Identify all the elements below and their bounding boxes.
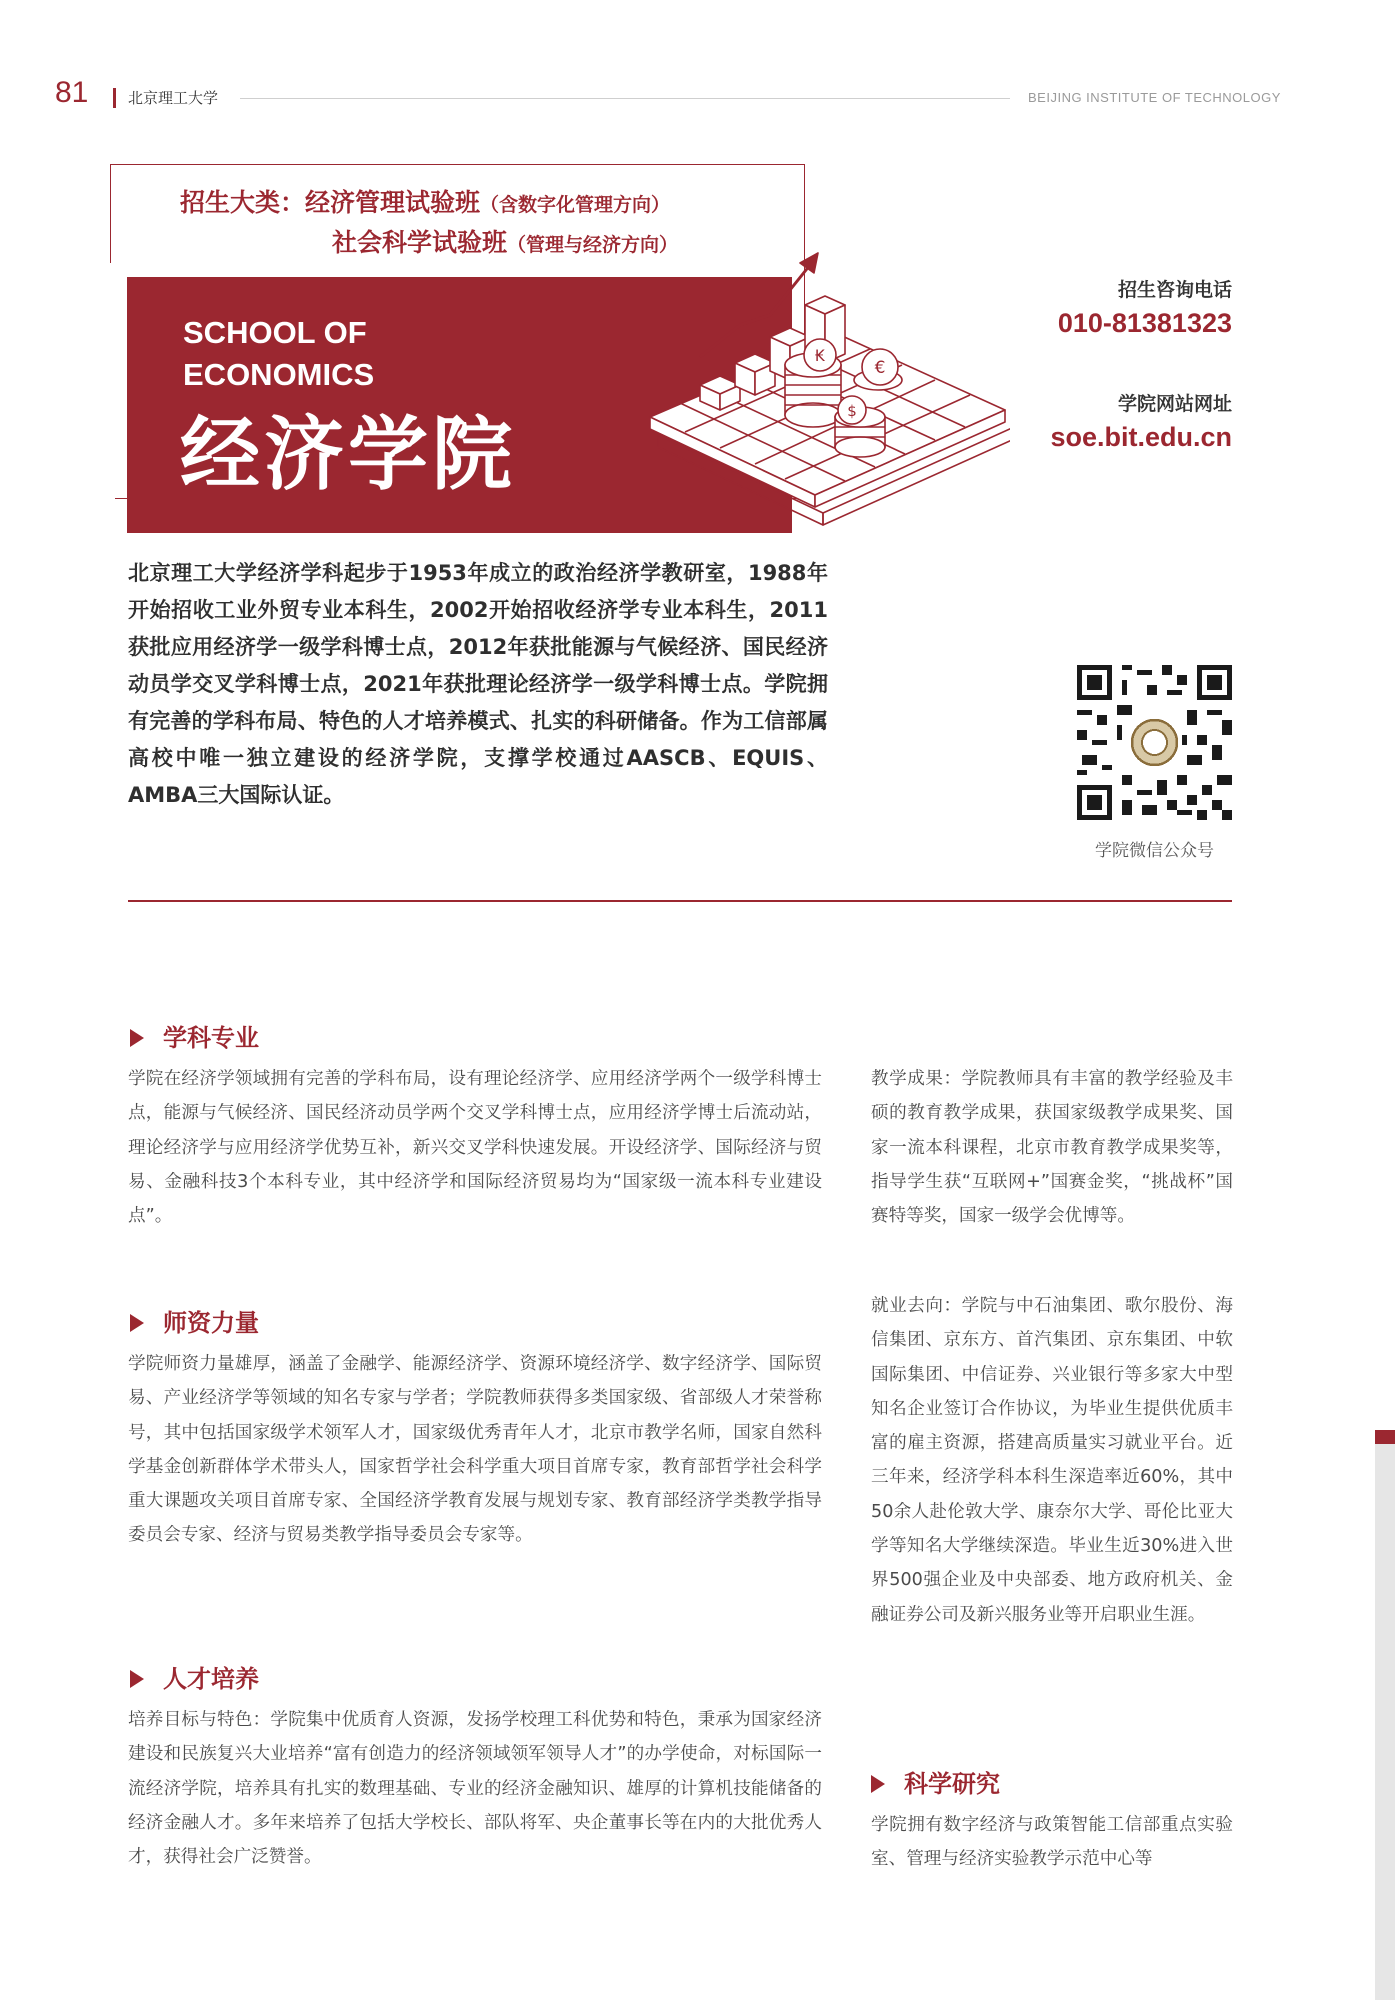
section-title-talent: 人才培养 [163,1665,259,1693]
website-url[interactable]: soe.bit.edu.cn [1050,422,1232,452]
section-marker-icon [130,1670,144,1688]
header-divider-bar [113,88,116,108]
section-marker-icon [130,1029,144,1047]
enrollment-category-line2 [332,226,678,262]
page-number: 81 [55,76,89,109]
page-edge-tab [1375,1430,1395,1444]
page-edge-strip [1375,1444,1395,2000]
class1-name: 经济管理试验班 [305,188,481,217]
section-text-discipline: 学院在经济学领域拥有完善的学科布局，设有理论经济学、应用经济学两个一级学科博士点，能源与气候经济、国民经济动员学两个交叉学科博士点，应用经济学博士后流动站，理论经济学与应用经济学优势互补，新兴交叉学科快速发展。开设经济学、国际经济与贸易、金融科技3个本科专业，其中经济学和国际经济贸易均为“国家级一流本科专业建设点”。 [128,1069,822,1227]
class2-name: 社会科学试验班 [332,228,508,257]
section-text-talent: 培养目标与特色：学院集中优质育人资源，发扬学校理工科优势和特色，秉承为国家经济建设和民族复兴大业培养“富有创造力的经济领域领军领导人才”的办学使命，对标国际一流经济学院，培养具有扎实的数理基础、专业的经济金融知识、雄厚的计算机技能储备的经济金融人才。多年来培养了包括大学校长、部队将军、央企董事长等在内的大批优秀人才，获得社会广泛赞誉。 [128,1710,822,1868]
section-title-research: 科学研究 [904,1770,1000,1798]
section-text-teaching-results: 教学成果：学院教师具有丰富的教学经验及丰硕的教育教学成果，获国家级教学成果奖、国家一流本科课程，北京市教育教学成果奖等，指导学生获“互联网+”国赛金奖，“挑战杯”国赛特等奖，国家一级学会优博等。 [871,1069,1233,1227]
section-marker-icon [871,1775,885,1793]
section-title-faculty: 师资力量 [163,1309,259,1337]
section-text-employment: 就业去向：学院与中石油集团、歌尔股份、海信集团、京东方、首汽集团、京东集团、中软国际集团、中信证券、兴业银行等多家大中型知名企业签订合作协议，为毕业生提供优质丰富的雇主资源，搭建高质量实习就业平台。近三年来，经济学科本科生深造率近60%，其中50余人赴伦敦大学、康奈尔大学、哥伦比亚大学等知名大学继续深造。毕业生近30%进入世界500强企业及中央部委、地方政府机关、金融证券公司及新兴服务业等开启职业生涯。 [871,1296,1233,1625]
section-text-faculty: 学院师资力量雄厚，涵盖了金融学、能源经济学、资源环境经济学、数字经济学、国际贸易、产业经济学等领域的知名专家与学者；学院教师获得多类国家级、省部级人才荣誉称号，其中包括国家级学术领军人才，国家级优秀青年人才，北京市教学名师，国家自然科学基金创新群体学术带头人，国家哲学社会科学重大项目首席专家，教育部哲学社会科学重大课题攻关项目首席专家、全国经济学教育发展与规划专家、教育部经济学类教学指导委员会专家、经济与贸易类教学指导委员会专家等。 [128,1354,822,1546]
class1-note: （含数字化管理方向） [480,194,671,216]
qr-caption: 学院微信公众号 [1095,841,1214,861]
category-label: 招生大类： [180,188,306,217]
svg-text:€: € [874,358,886,378]
svg-text:$: $ [847,402,857,420]
finance-illustration [640,245,1010,545]
enrollment-category-line1 [180,186,670,222]
website-label: 学院网站网址 [1117,393,1232,415]
section-title-discipline: 学科专业 [163,1024,259,1052]
intro-divider [128,900,1232,902]
section-marker-icon [130,1314,144,1332]
svg-text:₭: ₭ [814,346,826,365]
qr-code-icon [1077,665,1232,820]
phone-number: 010-81381323 [1057,308,1232,338]
section-text-research: 学院拥有数字经济与政策智能工信部重点实验室、管理与经济实验教学示范中心等 [871,1815,1233,1870]
header-university: 北京理工大学 [128,89,219,107]
school-name-cn: 经济学院 [180,408,516,501]
header-rule [240,98,1010,99]
phone-label: 招生咨询电话 [1117,279,1232,301]
class2-note: （管理与经济方向） [507,234,679,256]
header-university-en: BEIJING INSTITUTE OF TECHNOLOGY [1028,90,1281,105]
school-name-en: SCHOOL OF ECONOMICS [183,315,375,392]
intro-paragraph: 北京理工大学经济学科起步于1953年成立的政治经济学教研室，1988年开始招收工业外贸专业本科生，2002开始招收经济学专业本科生，2011获批应用经济学一级学科博士点，2012年获批能源与气候经济、国民经济动员学交叉学科博士点，2021年获批理论经济学一级学科博士点。学院拥有完善的学科布局、特色的人才培养模式、扎实的科研储备。作为工信部属高校中唯一独立建设的经济学院，支撑学校通过AASCB、EQUIS、AMBA三大国际认证。 [128,561,828,807]
